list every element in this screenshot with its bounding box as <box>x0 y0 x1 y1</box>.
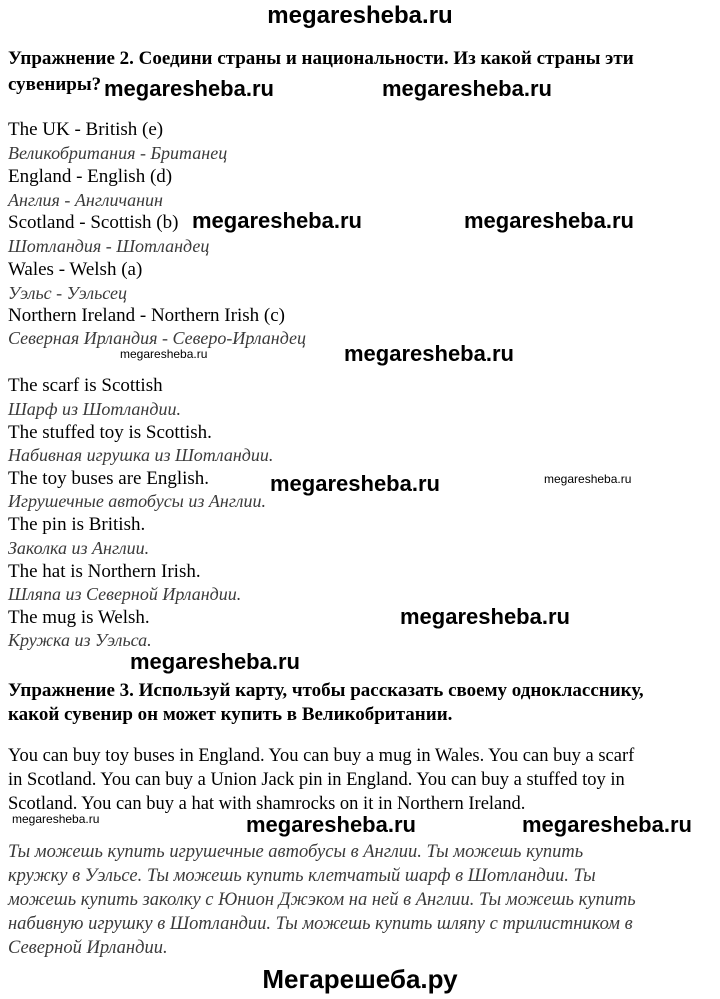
watermark: megaresheba.ru <box>246 812 416 837</box>
watermark: megaresheba.ru <box>382 76 552 101</box>
footer-watermark: Мегарешеба.ру <box>262 964 458 994</box>
watermark: megaresheba.ru <box>344 341 514 366</box>
country-line-scotland: Scotland - Scottish (b) <box>8 212 179 233</box>
answer-en-line3: Scotland. You can buy a hat with shamrocks on it in Northern Ireland. <box>8 794 526 814</box>
souvenir-scarf-ru: Шарф из Шотландии. <box>8 399 181 419</box>
souvenir-buses: The toy buses are English. <box>8 468 210 489</box>
answer-ru-line5: Северной Ирландии. <box>8 938 168 958</box>
souvenir-mug: The mug is Welsh. <box>8 607 150 628</box>
country-line-uk-ru: Великобритания - Британец <box>8 143 228 163</box>
country-line-england: England - English (d) <box>8 166 173 187</box>
watermark-small: megaresheba.ru <box>544 472 632 486</box>
answer-ru-line1: Ты можешь купить игрушечные автобусы в Англии. Ты можешь купить <box>8 842 584 862</box>
exercise2-heading-line1: Упражнение 2. Соедини страны и национальности. Из какой страны эти <box>8 48 634 69</box>
answer-en-line1: You can buy toy buses in England. You can buy a mug in Wales. You can buy a scarf <box>8 746 635 766</box>
souvenir-pin-ru: Заколка из Англии. <box>8 538 150 558</box>
answer-ru-line4: набивную игрушку в Шотландии. Ты можешь купить шляпу с трилистником в <box>8 914 633 934</box>
exercise3-heading-line2: какой сувенир он может купить в Великобритании. <box>8 704 453 725</box>
header-watermark: megaresheba.ru <box>267 2 453 29</box>
answer-ru-line2: кружку в Уэльсе. Ты можешь купить клетчатый шарф в Шотландии. Ты <box>8 866 596 886</box>
souvenir-buses-ru: Игрушечные автобусы из Англии. <box>8 491 266 511</box>
watermark: megaresheba.ru <box>522 812 692 837</box>
country-line-uk: The UK - British (e) <box>8 119 164 140</box>
souvenir-hat-ru: Шляпа из Северной Ирландии. <box>8 584 242 604</box>
watermark: megaresheba.ru <box>192 208 362 233</box>
answer-ru-line3: можешь купить заколку с Юнион Джэком на ней в Англии. Ты можешь купить <box>8 890 636 910</box>
souvenir-scarf: The scarf is Scottish <box>8 375 163 396</box>
watermark-small: megaresheba.ru <box>12 812 100 826</box>
watermark-small: megaresheba.ru <box>120 347 208 361</box>
watermark: megaresheba.ru <box>104 76 274 101</box>
souvenir-toy: The stuffed toy is Scottish. <box>8 422 212 443</box>
watermark: megaresheba.ru <box>464 208 634 233</box>
souvenir-hat: The hat is Northern Irish. <box>8 561 201 582</box>
souvenir-toy-ru: Набивная игрушка из Шотландии. <box>8 445 274 465</box>
country-line-ni-ru: Северная Ирландия - Северо-Ирландец <box>8 328 307 348</box>
souvenir-mug-ru: Кружка из Уэльса. <box>8 630 152 650</box>
country-line-wales: Wales - Welsh (a) <box>8 259 143 280</box>
souvenir-pin: The pin is British. <box>8 514 146 535</box>
answer-en-line2: in Scotland. You can buy a Union Jack pin in England. You can buy a stuffed toy in <box>8 770 625 790</box>
country-line-scotland-ru: Шотландия - Шотландец <box>8 236 210 256</box>
country-line-england-ru: Англия - Англичанин <box>8 190 163 210</box>
country-line-wales-ru: Уэльс - Уэльсец <box>8 283 128 303</box>
country-line-ni: Northern Ireland - Northern Irish (c) <box>8 305 285 326</box>
exercise2-heading-line2: сувениры? <box>8 74 102 95</box>
watermark: megaresheba.ru <box>130 649 300 674</box>
watermark: megaresheba.ru <box>270 471 440 496</box>
watermark: megaresheba.ru <box>400 604 570 629</box>
exercise3-heading-line1: Упражнение 3. Используй карту, чтобы рассказать своему однокласснику, <box>8 680 644 701</box>
